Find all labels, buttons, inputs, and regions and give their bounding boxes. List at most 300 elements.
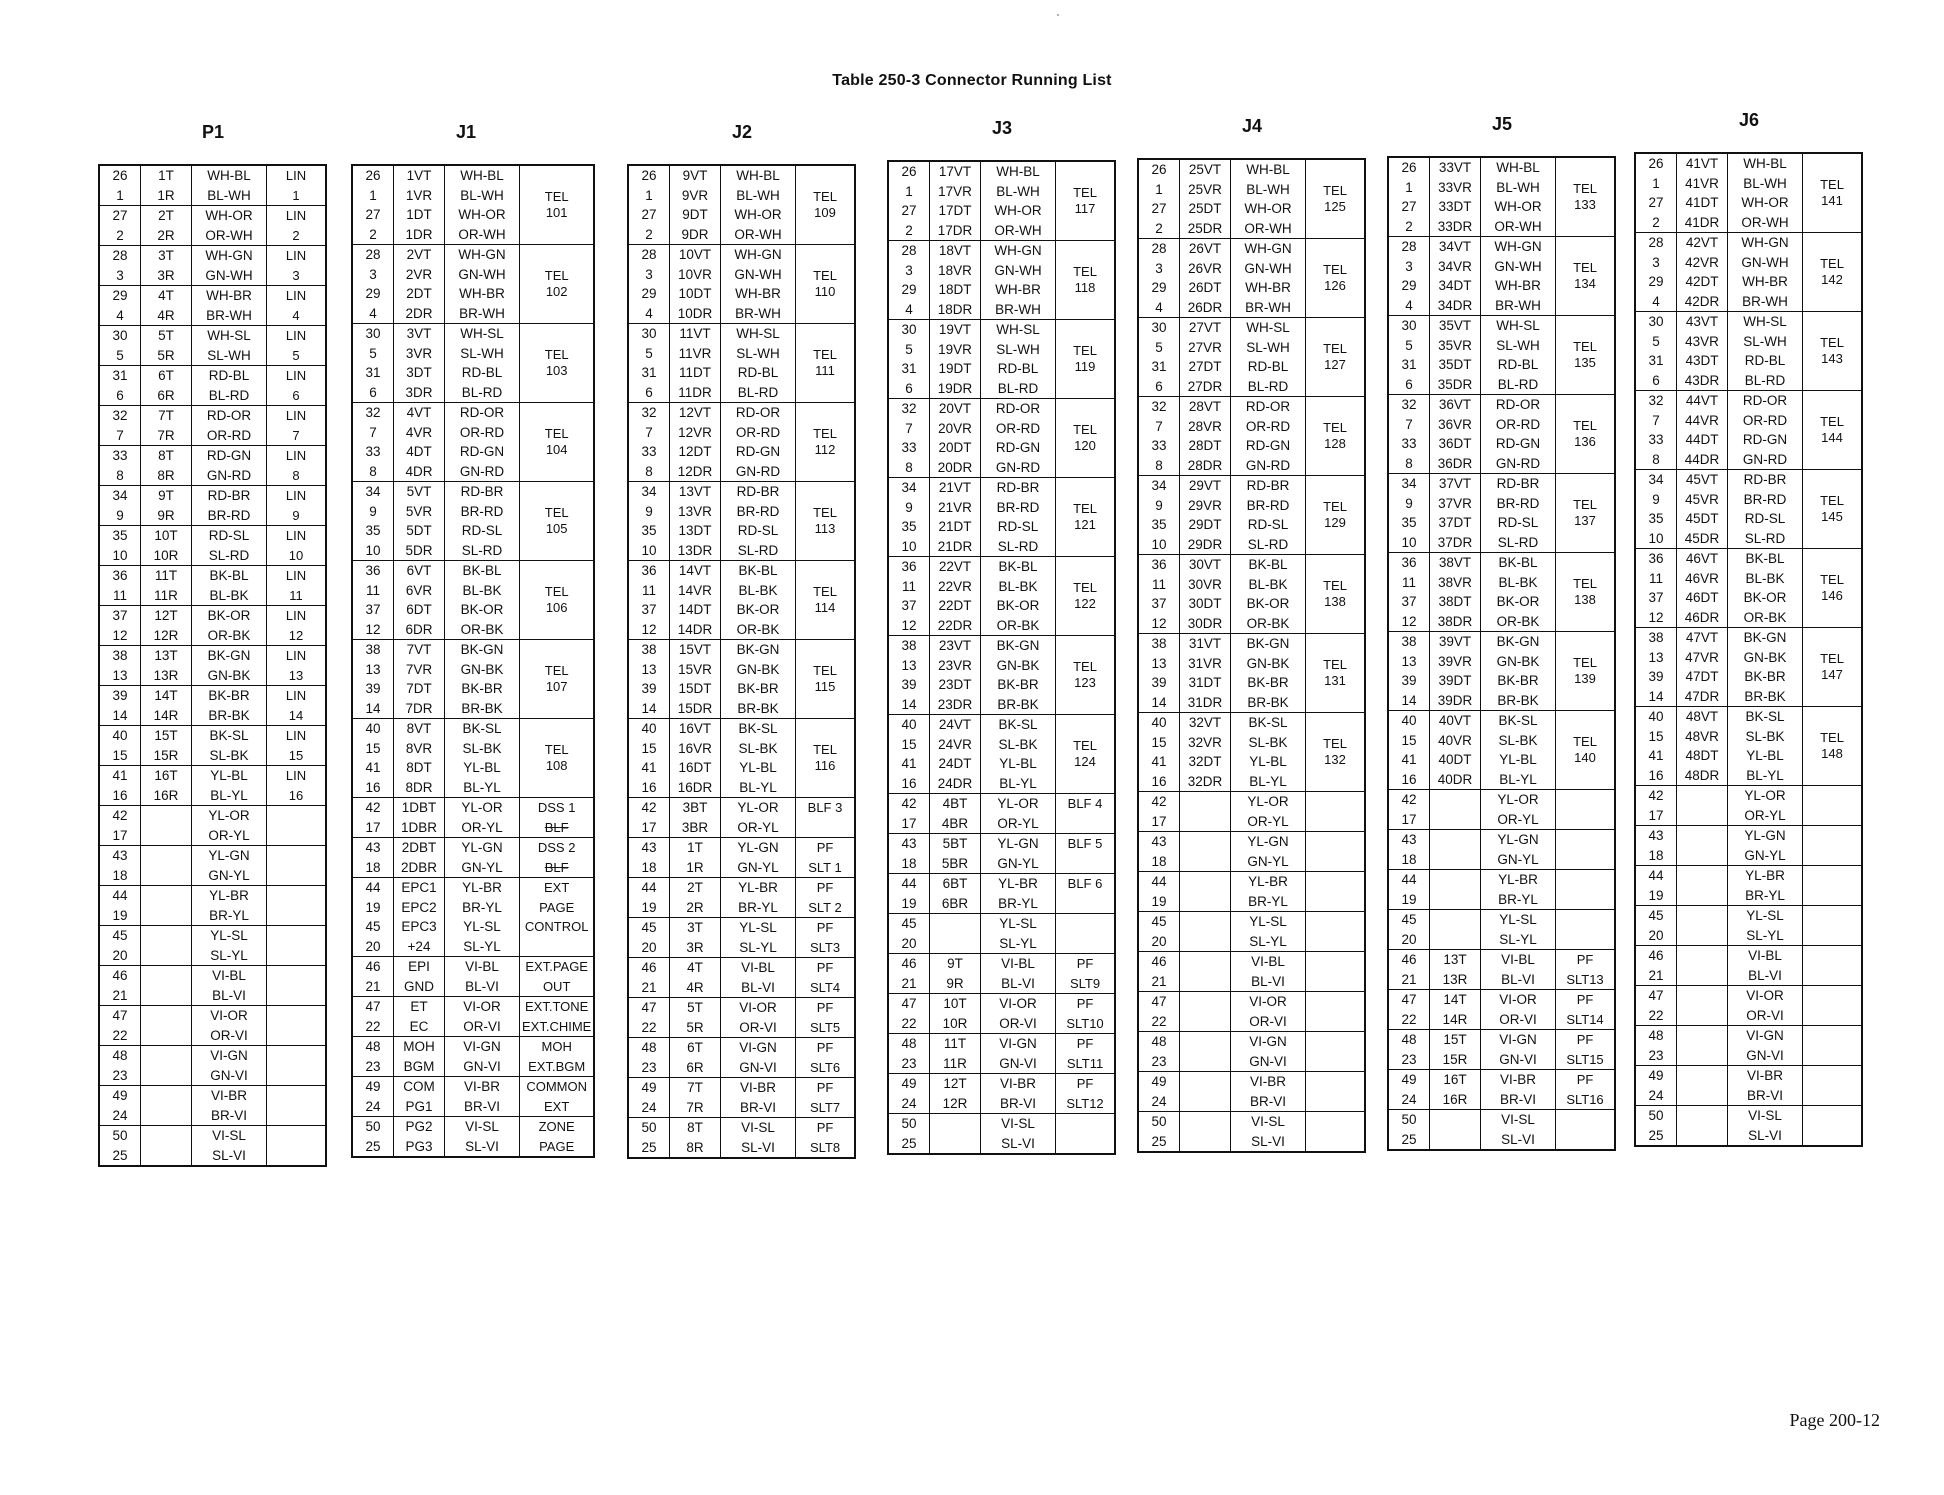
pin-cell: 41 bbox=[888, 754, 930, 774]
function-cell bbox=[796, 858, 856, 878]
station-label-cell bbox=[1056, 478, 1116, 557]
lead-cell: 25DT bbox=[1180, 199, 1231, 219]
color-cell: YL-BR bbox=[445, 878, 520, 898]
color-cell: WH-GN bbox=[981, 241, 1056, 261]
station-label-cell bbox=[1056, 399, 1116, 478]
connector-table bbox=[351, 164, 595, 1158]
station-label: 135 bbox=[1574, 355, 1596, 370]
lead-cell: 14R bbox=[1430, 1010, 1481, 1030]
table-row bbox=[99, 1126, 326, 1146]
table-row bbox=[1388, 316, 1615, 336]
function-cell bbox=[1803, 1126, 1863, 1147]
color-cell: OR-BK bbox=[981, 616, 1056, 636]
lead-cell: 48VR bbox=[1677, 727, 1728, 747]
table-row bbox=[99, 1026, 326, 1046]
station-label: 119 bbox=[1074, 359, 1096, 374]
pin-cell: 37 bbox=[352, 600, 394, 620]
color-cell: GN-RD bbox=[721, 462, 796, 482]
function-cell bbox=[1306, 1132, 1366, 1153]
pin-cell: 28 bbox=[352, 245, 394, 265]
pin-cell: 33 bbox=[628, 442, 670, 462]
lead-cell: 39VT bbox=[1430, 632, 1481, 652]
lead-cell: 3R bbox=[141, 266, 192, 286]
color-cell: YL-BR bbox=[1481, 870, 1556, 890]
station-label-cell bbox=[1556, 474, 1616, 553]
lead-cell: 12VR bbox=[670, 423, 721, 443]
lead-cell: 2DR bbox=[394, 304, 445, 324]
table-row bbox=[1138, 476, 1365, 496]
pin-cell: 45 bbox=[99, 926, 141, 946]
color-cell: BK-SL bbox=[981, 715, 1056, 735]
lead-cell bbox=[1180, 972, 1231, 992]
pin-cell: 25 bbox=[352, 1137, 394, 1158]
station-label: TEL bbox=[813, 426, 837, 441]
pin-cell: 21 bbox=[1388, 970, 1430, 990]
lead-cell: EPC2 bbox=[394, 898, 445, 918]
pin-cell: 20 bbox=[888, 934, 930, 954]
table-row bbox=[352, 818, 594, 838]
pin-cell: 47 bbox=[352, 997, 394, 1017]
lead-cell: 46VR bbox=[1677, 569, 1728, 589]
lead-cell: COM bbox=[394, 1077, 445, 1097]
pin-cell: 31 bbox=[99, 366, 141, 386]
lead-cell: 13DR bbox=[670, 541, 721, 561]
color-cell: BR-VI bbox=[192, 1106, 267, 1126]
pin-cell: 8 bbox=[352, 462, 394, 482]
pin-cell: 45 bbox=[1635, 906, 1677, 926]
pin-cell: 12 bbox=[99, 626, 141, 646]
lead-cell: 32DT bbox=[1180, 752, 1231, 772]
pin-cell: 27 bbox=[99, 206, 141, 226]
pin-cell: 8 bbox=[1138, 456, 1180, 476]
color-cell: BR-RD bbox=[981, 498, 1056, 518]
color-cell: OR-YL bbox=[445, 818, 520, 838]
lead-cell: 16R bbox=[141, 786, 192, 806]
pin-cell: 23 bbox=[352, 1057, 394, 1077]
pin-cell: 6 bbox=[1635, 371, 1677, 391]
function-cell bbox=[267, 226, 327, 246]
lead-cell bbox=[141, 966, 192, 986]
pin-cell: 37 bbox=[1138, 594, 1180, 614]
color-cell: VI-BR bbox=[1231, 1072, 1306, 1092]
function-cell bbox=[267, 606, 327, 626]
pin-cell: 42 bbox=[1138, 792, 1180, 812]
color-cell: GN-YL bbox=[445, 858, 520, 878]
lead-cell: 5DR bbox=[394, 541, 445, 561]
pin-cell: 14 bbox=[628, 699, 670, 719]
function-label: PF bbox=[1076, 1036, 1094, 1051]
function-label: PF bbox=[1076, 956, 1094, 971]
lead-cell: 36DR bbox=[1430, 454, 1481, 474]
station-label: 137 bbox=[1574, 513, 1596, 528]
table-row bbox=[1635, 1006, 1862, 1026]
color-cell: RD-GN bbox=[1728, 430, 1803, 450]
color-cell: WH-BL bbox=[1728, 153, 1803, 174]
station-label-cell bbox=[1056, 241, 1116, 320]
function-cell bbox=[1056, 874, 1116, 894]
function-cell bbox=[796, 798, 856, 818]
lead-cell: 37VR bbox=[1430, 494, 1481, 514]
station-label: 124 bbox=[1074, 754, 1096, 769]
color-cell: BK-BR bbox=[192, 686, 267, 706]
pin-cell: 2 bbox=[1635, 213, 1677, 233]
pin-cell: 42 bbox=[352, 798, 394, 818]
lead-cell: 14T bbox=[141, 686, 192, 706]
station-label-cell bbox=[1306, 634, 1366, 713]
station-label-cell bbox=[1056, 715, 1116, 794]
pin-cell: 7 bbox=[352, 423, 394, 443]
table-row bbox=[99, 946, 326, 966]
table-row bbox=[99, 466, 326, 486]
color-cell: GN-BK bbox=[445, 660, 520, 680]
lead-cell: BGM bbox=[394, 1057, 445, 1077]
pin-cell: 40 bbox=[628, 719, 670, 739]
lead-cell: 40DR bbox=[1430, 770, 1481, 790]
lead-cell: 8VR bbox=[394, 739, 445, 759]
function-cell bbox=[796, 998, 856, 1018]
pin-cell: 37 bbox=[99, 606, 141, 626]
color-cell: BK-BR bbox=[1728, 667, 1803, 687]
function-cell bbox=[520, 858, 595, 878]
station-label: 145 bbox=[1821, 509, 1843, 524]
color-cell: GN-YL bbox=[1728, 846, 1803, 866]
color-cell: YL-OR bbox=[192, 806, 267, 826]
lead-cell: 41DT bbox=[1677, 193, 1728, 213]
pin-cell: 40 bbox=[888, 715, 930, 735]
pin-cell: 10 bbox=[628, 541, 670, 561]
table-row bbox=[888, 557, 1115, 577]
pin-cell: 33 bbox=[352, 442, 394, 462]
pin-cell: 37 bbox=[628, 600, 670, 620]
station-label-cell bbox=[520, 324, 595, 403]
lead-cell bbox=[141, 866, 192, 886]
function-label: 8 bbox=[292, 467, 300, 483]
color-cell: OR-WH bbox=[1728, 213, 1803, 233]
pin-cell: 21 bbox=[888, 974, 930, 994]
lead-cell: 10VR bbox=[670, 265, 721, 285]
table-title: Table 250-3 Connector Running List bbox=[832, 72, 1112, 89]
function-cell bbox=[1803, 1066, 1863, 1086]
function-label: LIN bbox=[285, 448, 307, 463]
function-cell bbox=[520, 977, 595, 997]
lead-cell: 16DT bbox=[670, 758, 721, 778]
pin-cell: 11 bbox=[352, 581, 394, 601]
function-label: PF bbox=[816, 1040, 834, 1055]
color-cell: YL-SL bbox=[445, 917, 520, 937]
pin-cell: 46 bbox=[1138, 952, 1180, 972]
pin-cell: 18 bbox=[352, 858, 394, 878]
color-cell: OR-VI bbox=[192, 1026, 267, 1046]
function-label: SLT15 bbox=[1566, 1051, 1604, 1067]
color-cell: SL-VI bbox=[721, 1138, 796, 1159]
function-cell bbox=[267, 686, 327, 706]
color-cell: OR-VI bbox=[1728, 1006, 1803, 1026]
lead-cell: 30VT bbox=[1180, 555, 1231, 575]
color-cell: RD-OR bbox=[445, 403, 520, 423]
pin-cell: 15 bbox=[628, 739, 670, 759]
table-row bbox=[99, 526, 326, 546]
color-cell: VI-GN bbox=[1481, 1030, 1556, 1050]
function-cell bbox=[267, 546, 327, 566]
function-label: EXT bbox=[544, 880, 570, 895]
color-cell: WH-BL bbox=[445, 165, 520, 186]
lead-cell: MOH bbox=[394, 1037, 445, 1057]
lead-cell: 45VR bbox=[1677, 490, 1728, 510]
function-label: BLF bbox=[544, 819, 569, 835]
function-label: SLT6 bbox=[809, 1059, 841, 1075]
lead-cell: 13T bbox=[141, 646, 192, 666]
pin-cell: 17 bbox=[1138, 812, 1180, 832]
function-cell bbox=[267, 906, 327, 926]
station-label: TEL bbox=[1323, 341, 1347, 356]
table-row bbox=[352, 957, 594, 977]
station-label: 132 bbox=[1324, 752, 1346, 767]
function-label: LIN bbox=[285, 328, 307, 343]
color-cell: VI-BL bbox=[1481, 950, 1556, 970]
color-cell: GN-RD bbox=[1728, 450, 1803, 470]
pin-cell: 40 bbox=[1138, 713, 1180, 733]
station-label: TEL bbox=[1073, 422, 1097, 437]
color-cell: SL-VI bbox=[1231, 1132, 1306, 1153]
table-row bbox=[888, 994, 1115, 1014]
color-cell: OR-BK bbox=[445, 620, 520, 640]
color-cell: SL-YL bbox=[1481, 930, 1556, 950]
function-cell bbox=[267, 566, 327, 586]
color-cell: YL-SL bbox=[721, 918, 796, 938]
station-label-cell bbox=[1556, 711, 1616, 790]
function-label: PF bbox=[816, 920, 834, 935]
pin-cell: 48 bbox=[628, 1038, 670, 1058]
color-cell: VI-OR bbox=[981, 994, 1056, 1014]
lead-cell: 43VT bbox=[1677, 312, 1728, 332]
table-row bbox=[888, 399, 1115, 419]
function-cell bbox=[1306, 812, 1366, 832]
pin-cell: 31 bbox=[628, 363, 670, 383]
function-cell bbox=[1056, 834, 1116, 854]
pin-cell: 20 bbox=[1388, 930, 1430, 950]
table-row bbox=[1138, 1072, 1365, 1092]
lead-cell: 7DR bbox=[394, 699, 445, 719]
table-row bbox=[1635, 628, 1862, 648]
pin-cell: 17 bbox=[352, 818, 394, 838]
table-row bbox=[1388, 632, 1615, 652]
pin-cell: 1 bbox=[1138, 180, 1180, 200]
color-cell: BR-YL bbox=[1728, 886, 1803, 906]
station-label: 134 bbox=[1574, 276, 1596, 291]
lead-cell bbox=[1430, 1130, 1481, 1151]
function-label: LIN bbox=[285, 688, 307, 703]
function-label: BLF 3 bbox=[807, 800, 843, 815]
table-row bbox=[1138, 239, 1365, 259]
function-cell bbox=[267, 165, 327, 186]
lead-cell: 4R bbox=[141, 306, 192, 326]
color-cell: WH-SL bbox=[1728, 312, 1803, 332]
table-row bbox=[1635, 846, 1862, 866]
function-label: 6 bbox=[292, 387, 300, 403]
table-row bbox=[352, 878, 594, 898]
function-cell bbox=[267, 306, 327, 326]
table-row bbox=[1635, 926, 1862, 946]
pin-cell: 5 bbox=[1388, 336, 1430, 356]
color-cell: SL-RD bbox=[445, 541, 520, 561]
table-row bbox=[888, 715, 1115, 735]
color-cell: BL-BK bbox=[445, 581, 520, 601]
lead-cell: 23VT bbox=[930, 636, 981, 656]
function-label: LIN bbox=[285, 368, 307, 383]
function-cell bbox=[1556, 910, 1616, 930]
station-label: TEL bbox=[544, 189, 569, 204]
station-label-cell bbox=[520, 482, 595, 561]
lead-cell: 12DR bbox=[670, 462, 721, 482]
lead-cell bbox=[1180, 932, 1231, 952]
color-cell: WH-SL bbox=[721, 324, 796, 344]
lead-cell: 26VR bbox=[1180, 259, 1231, 279]
table-row bbox=[99, 486, 326, 506]
pin-cell: 48 bbox=[352, 1037, 394, 1057]
color-cell: BL-VI bbox=[445, 977, 520, 997]
function-cell bbox=[520, 1037, 595, 1057]
color-cell: BL-VI bbox=[1231, 972, 1306, 992]
color-cell: RD-SL bbox=[445, 521, 520, 541]
color-cell: VI-OR bbox=[1481, 990, 1556, 1010]
lead-cell: 16DR bbox=[670, 778, 721, 798]
lead-cell: 10R bbox=[930, 1014, 981, 1034]
lead-cell: 26DR bbox=[1180, 298, 1231, 318]
station-label-cell bbox=[796, 640, 856, 719]
function-cell bbox=[1056, 994, 1116, 1014]
pin-cell: 45 bbox=[628, 918, 670, 938]
pin-cell: 12 bbox=[888, 616, 930, 636]
station-label: 116 bbox=[814, 758, 836, 773]
pin-cell: 41 bbox=[1388, 750, 1430, 770]
pin-cell: 43 bbox=[888, 834, 930, 854]
lead-cell: 41VR bbox=[1677, 174, 1728, 194]
table-row bbox=[99, 286, 326, 306]
lead-cell: 38DT bbox=[1430, 592, 1481, 612]
pin-cell: 45 bbox=[888, 914, 930, 934]
color-cell: VI-OR bbox=[1728, 986, 1803, 1006]
pin-cell: 18 bbox=[628, 858, 670, 878]
color-cell: BL-VI bbox=[721, 978, 796, 998]
function-cell bbox=[796, 878, 856, 898]
function-label: SLT8 bbox=[809, 1139, 841, 1155]
color-cell: VI-BR bbox=[1728, 1066, 1803, 1086]
function-cell bbox=[520, 1137, 595, 1158]
function-cell bbox=[520, 1077, 595, 1097]
function-label: PF bbox=[1076, 996, 1094, 1011]
table-row bbox=[99, 666, 326, 686]
lead-cell: 2VR bbox=[394, 265, 445, 285]
lead-cell: 2T bbox=[141, 206, 192, 226]
pin-cell: 33 bbox=[99, 446, 141, 466]
station-label: TEL bbox=[1323, 578, 1347, 593]
function-cell bbox=[1803, 866, 1863, 886]
table-row bbox=[352, 997, 594, 1017]
lead-cell: 48VT bbox=[1677, 707, 1728, 727]
table-row bbox=[1388, 990, 1615, 1010]
lead-cell bbox=[1677, 986, 1728, 1006]
table-row bbox=[99, 1146, 326, 1167]
table-row bbox=[1635, 806, 1862, 826]
lead-cell: 20VT bbox=[930, 399, 981, 419]
function-cell bbox=[1056, 1134, 1116, 1155]
lead-cell: 2T bbox=[670, 878, 721, 898]
connector-label: J6 bbox=[1738, 110, 1760, 130]
station-label: TEL bbox=[813, 505, 837, 520]
pin-cell: 46 bbox=[628, 958, 670, 978]
pin-cell: 4 bbox=[99, 306, 141, 326]
lead-cell: 19DT bbox=[930, 359, 981, 379]
pin-cell: 49 bbox=[352, 1077, 394, 1097]
color-cell: VI-GN bbox=[445, 1037, 520, 1057]
lead-cell: 12DT bbox=[670, 442, 721, 462]
station-label: TEL bbox=[1573, 497, 1597, 512]
function-cell bbox=[796, 818, 856, 838]
pin-cell: 14 bbox=[99, 706, 141, 726]
pin-cell: 16 bbox=[1635, 766, 1677, 786]
function-cell bbox=[1556, 1030, 1616, 1050]
table-row bbox=[888, 161, 1115, 182]
color-cell: BR-VI bbox=[1231, 1092, 1306, 1112]
function-label: SLT12 bbox=[1066, 1095, 1104, 1111]
color-cell: RD-GN bbox=[445, 442, 520, 462]
color-cell: GN-VI bbox=[1728, 1046, 1803, 1066]
lead-cell: 14R bbox=[141, 706, 192, 726]
function-cell bbox=[267, 246, 327, 266]
station-label: TEL bbox=[1073, 738, 1097, 753]
station-label: TEL bbox=[544, 268, 569, 283]
lead-cell: 9T bbox=[930, 954, 981, 974]
function-label: 2 bbox=[292, 227, 300, 243]
pin-cell: 3 bbox=[99, 266, 141, 286]
lead-cell: 41VT bbox=[1677, 153, 1728, 174]
function-label: SLT16 bbox=[1566, 1091, 1604, 1107]
color-cell: YL-GN bbox=[1481, 830, 1556, 850]
pin-cell: 6 bbox=[1388, 375, 1430, 395]
table-row bbox=[628, 324, 855, 344]
pin-cell: 3 bbox=[1138, 259, 1180, 279]
lead-cell: 11DT bbox=[670, 363, 721, 383]
function-cell bbox=[267, 366, 327, 386]
pin-cell: 17 bbox=[888, 814, 930, 834]
function-cell bbox=[1803, 1086, 1863, 1106]
pin-cell: 26 bbox=[628, 165, 670, 186]
pin-cell: 23 bbox=[1635, 1046, 1677, 1066]
lead-cell: 35DT bbox=[1430, 355, 1481, 375]
lead-cell: EC bbox=[394, 1017, 445, 1037]
color-cell: BK-BL bbox=[1728, 549, 1803, 569]
table-row bbox=[1138, 972, 1365, 992]
pin-cell: 1 bbox=[1635, 174, 1677, 194]
function-label: EXT.CHIME bbox=[522, 1018, 592, 1034]
station-label: TEL bbox=[1820, 730, 1844, 745]
lead-cell: 4VR bbox=[394, 423, 445, 443]
pin-cell: 41 bbox=[628, 758, 670, 778]
function-label: PF bbox=[1576, 992, 1594, 1007]
pin-cell: 13 bbox=[888, 656, 930, 676]
function-cell bbox=[520, 997, 595, 1017]
pin-cell: 47 bbox=[1388, 990, 1430, 1010]
table-row bbox=[1138, 397, 1365, 417]
color-cell: WH-BL bbox=[721, 165, 796, 186]
table-row bbox=[1388, 950, 1615, 970]
color-cell: YL-OR bbox=[1481, 790, 1556, 810]
station-label-cell bbox=[1556, 316, 1616, 395]
color-cell: VI-GN bbox=[1231, 1032, 1306, 1052]
color-cell: RD-BR bbox=[192, 486, 267, 506]
lead-cell: 25DR bbox=[1180, 219, 1231, 239]
station-label: 106 bbox=[545, 600, 568, 615]
